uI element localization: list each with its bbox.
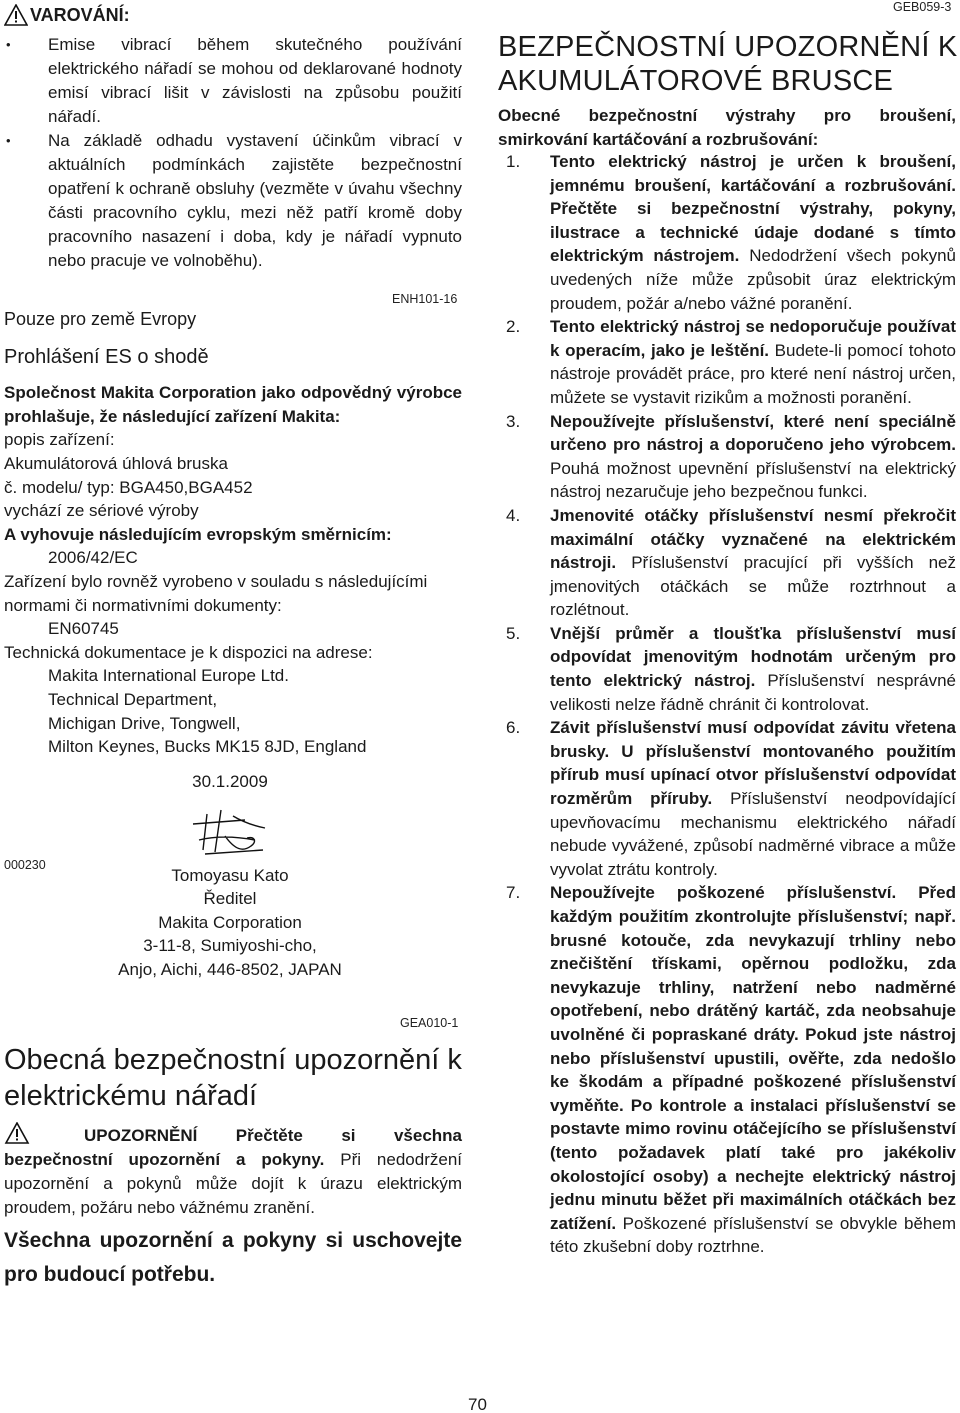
item-bold: Tento elektrický nástroj je určen k broušení, jemnému broušení, kartáčování a rozbrušování. Přečtěte si bezpečnostní výstrahy, pokyny, ilustrace a technické údaje dodané s tímto elektrickým nástrojem. bbox=[550, 152, 956, 266]
list-item bbox=[498, 315, 956, 409]
item-text bbox=[550, 410, 956, 504]
item-plain: Nedodržení všech pokynů uvedených níže může způsobit úraz elektrickým proudem, požár a/nebo vážné poranění. bbox=[550, 246, 956, 313]
warning-title: VAROVÁNÍ: bbox=[30, 4, 130, 25]
item-number: 1. bbox=[506, 152, 521, 171]
address-line: Milton Keynes, Bucks MK15 8JD, England bbox=[48, 737, 367, 757]
warning-triangle-icon bbox=[4, 1122, 30, 1144]
warning-heading bbox=[4, 4, 130, 26]
declaration-heading: Prohlášení ES o shodě bbox=[4, 345, 209, 368]
item-number: 4. bbox=[506, 505, 521, 525]
signer-company: Makita Corporation bbox=[158, 912, 302, 932]
list-item bbox=[498, 410, 956, 504]
item-bold: Nepoužívejte poškozené příslušenství. Před každým použitím zkontrolujte příslušenství; např. brusné kotouče, zda nevykazují trhliny nebo znečištění třískami, opěrnou podložku, zda nevykazuje trhliny, natržení nebo nadměrné opotřebení, nebo drátěný kartáč, zda neobsahuje uvolněné či popraskané dráty. Pokud jste nástroj nebo příslušenství upustili, ověřte, zda nedošlo ke škodám a případné poškozené příslušenství vyměňte. Po kontrole a instalaci příslušenství se postavte mimo rovinu otáčejícího se příslušenství (tento požadavek platí také pro jakékoliv okolostojící osoby) a nechejte elektrický nástroj jednu minutu běžet při maximálních otáčkách bez zatížení. bbox=[550, 883, 956, 1233]
desc-value: Akumulátorová úhlová bruska bbox=[4, 453, 228, 473]
enh-code: ENH101-16 bbox=[392, 292, 458, 306]
item-text bbox=[550, 150, 956, 315]
ec-declaration bbox=[4, 308, 462, 759]
item-bold: Jmenovité otáčky příslušenství nesmí překročit maximální otáčky vyznačené na elektrickém nástroji. bbox=[550, 505, 956, 573]
grinder-safety-intro: Obecné bezpečnostní výstrahy pro broušení, smirkování kartáčování a rozbrušování: bbox=[498, 106, 956, 149]
list-item bbox=[498, 504, 956, 622]
address-line: Technical Department, bbox=[48, 689, 218, 709]
desc-label: popis zařízení: bbox=[4, 430, 115, 450]
standards-intro: Zařízení bylo rovněž vyrobeno v souladu s následujícími normami či normativními dokumenty: bbox=[4, 571, 428, 615]
warning-triangle-icon bbox=[4, 4, 28, 26]
item-bold: Vnější průměr a tloušťka příslušenství musí odpovídat jmenovitým hodnotám určeným pro tento elektrický nástroj. bbox=[550, 623, 956, 691]
safety-items-list bbox=[498, 150, 956, 1259]
serial-line: vychází ze sériové výroby bbox=[4, 501, 199, 521]
side-code: 000230 bbox=[4, 858, 46, 872]
warning-bullet-1: • Emise vibrací během skutečného používání elektrického nářadí se mohou od deklarované hodnoty emisí vibrací lišit v závislosti na způsobu použití nářadí. bbox=[4, 33, 462, 129]
item-number: 7. bbox=[506, 883, 521, 903]
general-safety-section bbox=[4, 1042, 462, 1292]
general-title: Obecná bezpečnostní upozornění k elektrickému nářadí bbox=[4, 1044, 462, 1112]
item-number: 6. bbox=[506, 718, 521, 738]
list-item bbox=[498, 716, 956, 881]
item-number: 2. bbox=[506, 317, 521, 337]
model-line: č. modelu/ typ: BGA450,BGA452 bbox=[4, 477, 253, 497]
address-line: Makita International Europe Ltd. bbox=[48, 666, 289, 686]
list-item bbox=[498, 622, 956, 716]
signature-block bbox=[100, 770, 360, 982]
list-item bbox=[498, 881, 956, 1259]
item-text bbox=[550, 622, 956, 716]
grinder-safety-title: BEZPEČNOSTNÍ UPOZORNĚNÍ K AKUMULÁTOROVÉ BRUSCE bbox=[498, 31, 958, 97]
item-bold: Nepoužívejte příslušenství, které není speciálně určeno pro nástroj a doporučeno jeho výrobcem. bbox=[550, 411, 956, 455]
gea-code: GEA010-1 bbox=[400, 1016, 459, 1030]
general-warning-paragraph bbox=[4, 1122, 462, 1220]
item-plain: Příslušenství neodpovídající upevňovacímu mechanismu elektrického nářadí nebude vyvážené, způsobí nadměrné vibrace a může vyvolat ztrátu kontroly. bbox=[550, 789, 957, 879]
directive-value: 2006/42/EC bbox=[48, 548, 138, 568]
item-text bbox=[550, 716, 956, 881]
item-text bbox=[550, 881, 956, 1259]
signature-icon bbox=[185, 806, 275, 866]
signature-date: 30.1.2009 bbox=[192, 772, 268, 791]
keep-instructions: Všechna upozornění a pokyny si uschovejte pro budoucí potřebu. bbox=[4, 1229, 462, 1286]
signer-street: 3-11-8, Sumiyoshi-cho, bbox=[143, 936, 317, 956]
address-line: Michigan Drive, Tongwell, bbox=[48, 713, 241, 733]
standard-value: EN60745 bbox=[48, 619, 119, 639]
techdoc-intro: Technická dokumentace je k dispozici na adrese: bbox=[4, 642, 373, 662]
item-plain: Příslušenství nesprávné velikosti nelze řádně chránit či kontrolovat. bbox=[550, 671, 956, 714]
signer-name: Tomoyasu Kato bbox=[171, 865, 289, 885]
signer-city: Anjo, Aichi, 446-8502, JAPAN bbox=[118, 959, 342, 979]
declaration-intro: Společnost Makita Corporation jako odpovědný výrobce prohlašuje, že následující zařízení Makita: bbox=[4, 383, 462, 426]
list-item bbox=[498, 150, 956, 315]
general-warning-text: Při nedodržení upozornění a pokynů může dojít k úrazu elektrickým proudem, požáru nebo vážnému zranění. bbox=[4, 1150, 462, 1217]
item-plain: Příslušenství pracující při vyšších než jmenovitých otáčkách se může roztrhnout a rozlétnout. bbox=[550, 553, 956, 620]
item-text bbox=[550, 315, 956, 409]
item-plain: Poškozené příslušenství se obvykle během této zkušební doby roztrhne. bbox=[550, 1213, 956, 1257]
item-bold: Tento elektrický nástroj se nedoporučuje používat k operacím, jako je leštění. bbox=[550, 317, 956, 360]
item-number: 5. bbox=[506, 623, 521, 643]
item-plain: Budete-li pomocí tohoto nástroje provádět práce, pro které není nástroj určen, můžete se vystavit rizikům a možnosti poranění. bbox=[550, 340, 957, 407]
item-number: 3. bbox=[506, 411, 521, 431]
item-text bbox=[550, 504, 956, 622]
directive-intro: A vyhovuje následujícím evropským směrnicím: bbox=[4, 524, 392, 544]
signer-role: Ředitel bbox=[203, 889, 257, 909]
geb-code: GEB059-3 bbox=[893, 0, 952, 14]
general-warning-bold: UPOZORNĚNÍ Přečtěte si všechna bezpečnostní upozornění a pokyny. bbox=[4, 1126, 462, 1169]
page-number: 70 bbox=[468, 1395, 487, 1413]
item-plain: Pouhá možnost upevnění příslušenství na elektrický nástroj nezaručuje jeho bezpečnou funkci. bbox=[550, 458, 956, 502]
warning-bullets bbox=[4, 33, 462, 273]
item-bold: Závit příslušenství musí odpovídat závitu vřetena brusky. U příslušenství montovaného použitím přírub musí upínací otvor příslušenství odpovídat rozměrům příruby. bbox=[550, 718, 956, 809]
europe-only-label: Pouze pro země Evropy bbox=[4, 309, 197, 329]
handwritten-signature bbox=[100, 794, 360, 864]
warning-bullet-2: • Na základě odhadu vystavení účinkům vibrací v aktuálních podmínkách zajistěte bezpečnostní opatření k ochraně obsluhy (vezměte v úvahu všechny části pracovního cyklu, mezi něž patří kromě doby pracovního nasazení i doba, kdy je nářadí vypnuto nebo pracuje ve volnoběhu). bbox=[4, 129, 462, 273]
